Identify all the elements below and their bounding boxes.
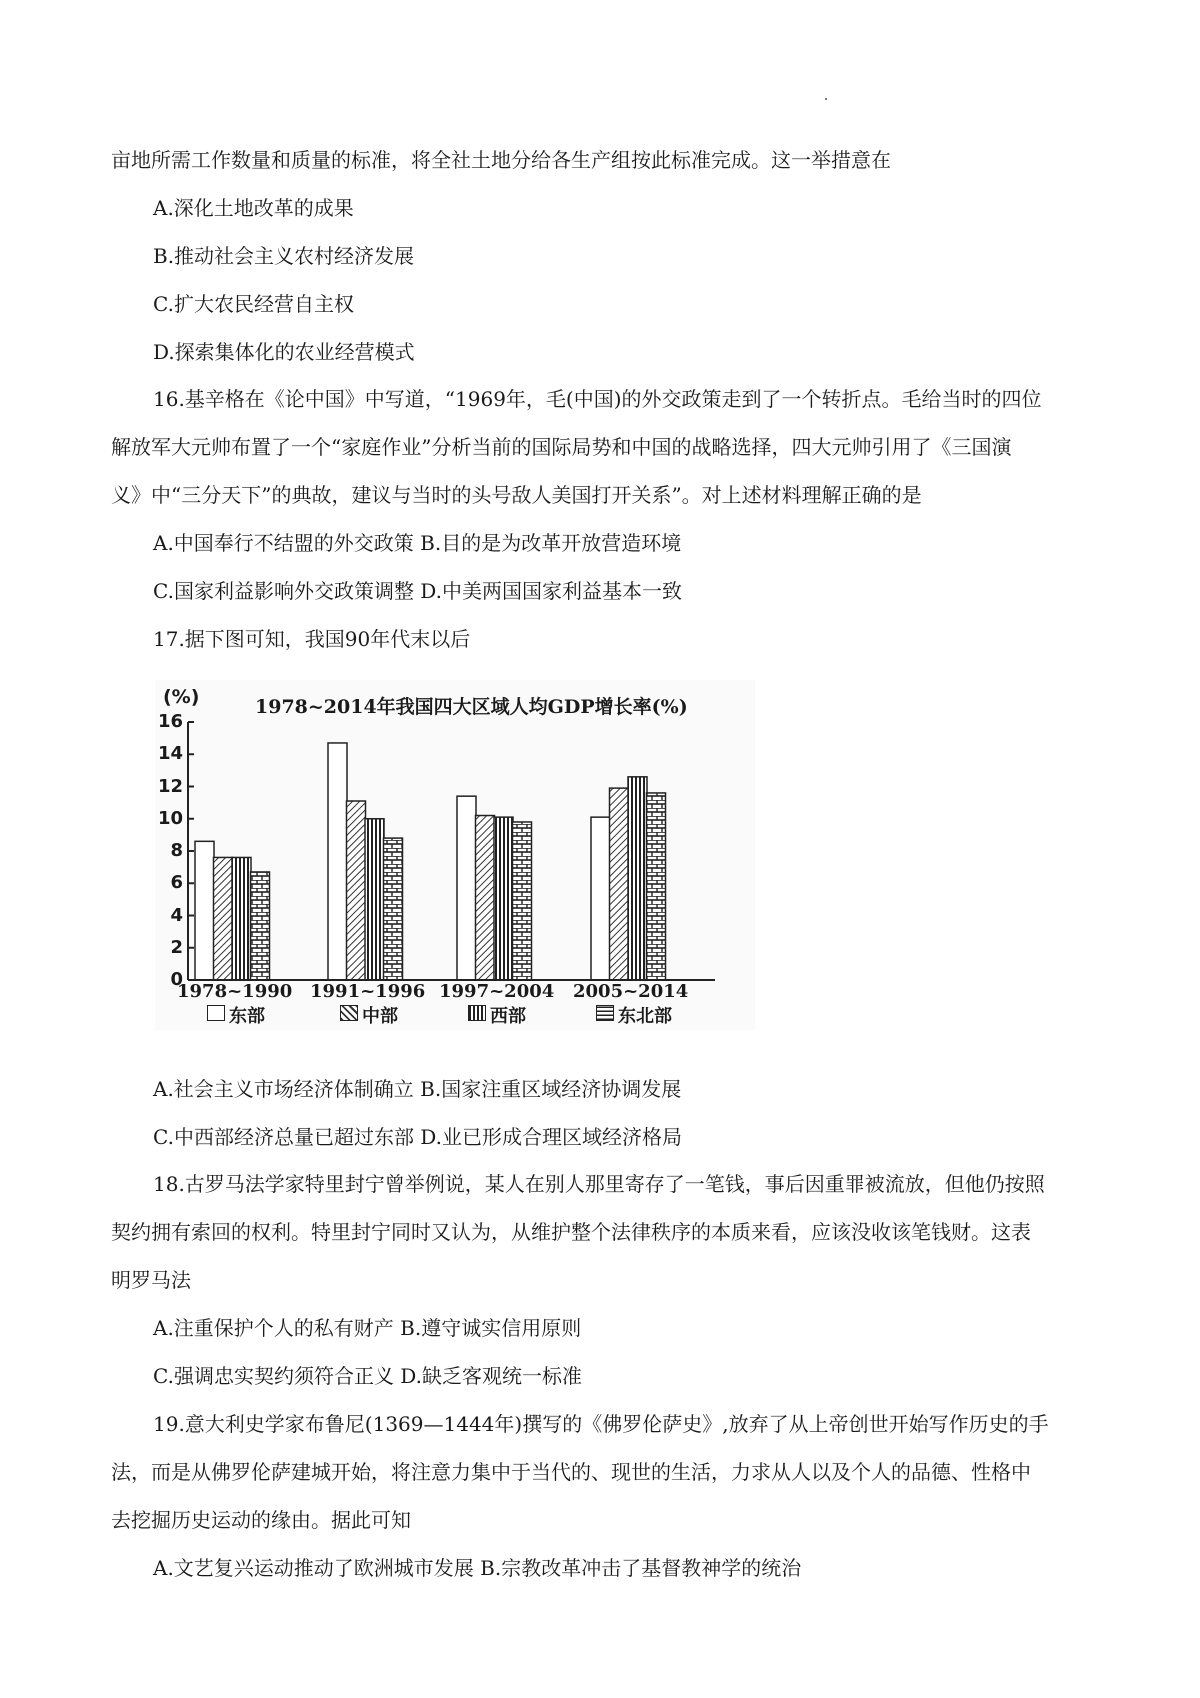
- q16-options-cd: C.国家利益影响外交政策调整 D.中美两国国家利益基本一致: [153, 579, 682, 603]
- bar-东部: [457, 796, 476, 980]
- q17-options-cd: C.中西部经济总量已超过东部 D.业已形成合理区域经济格局: [153, 1125, 682, 1149]
- bar-西部: [232, 857, 251, 980]
- y-tick-label: 6: [170, 872, 183, 894]
- q15-option-d: D.探索集体化的农业经营模式: [153, 340, 415, 364]
- legend-label: 东部: [229, 1006, 265, 1027]
- bar-东北部: [251, 872, 270, 980]
- y-tick-label: 14: [157, 743, 183, 765]
- q17-stem: 17.据下图可知，我国90年代末以后: [153, 627, 471, 651]
- bar-东北部: [513, 822, 532, 980]
- q15-option-a: A.深化土地改革的成果: [153, 196, 354, 220]
- q15-option-c: C.扩大农民经营自主权: [153, 292, 354, 316]
- q16-stem-line-2: 解放军大元帅布置了一个“家庭作业”分析当前的国际局势和中国的战略选择，四大元帅引用了《三国演: [111, 435, 1012, 459]
- x-category-label: 2005~2014: [573, 981, 689, 1002]
- gdp-growth-chart: [155, 680, 755, 1030]
- x-category-label: 1978~1990: [177, 981, 293, 1002]
- q17-options-ab: A.社会主义市场经济体制确立 B.国家注重区域经济协调发展: [153, 1077, 682, 1101]
- q16-options-ab: A.中国奉行不结盟的外交政策 B.目的是为改革开放营造环境: [153, 531, 682, 555]
- scan-dot: [825, 98, 827, 100]
- y-unit-label: (%): [163, 686, 200, 708]
- legend-swatch: [596, 1005, 614, 1021]
- chart-title: 1978~2014年我国四大区域人均GDP增长率(%): [255, 696, 688, 718]
- legend-label: 中部: [362, 1006, 398, 1027]
- bar-东部: [591, 817, 610, 980]
- bar-东北部: [384, 838, 403, 980]
- question-15-stem-tail: 亩地所需工作数量和质量的标准，将全社土地分给各生产组按此标准完成。这一举措意在: [111, 148, 891, 172]
- q19-stem-line-2: 法，而是从佛罗伦萨建城开始，将注意力集中于当代的、现世的生活，力求从人以及个人的品德、性格中: [111, 1460, 1031, 1484]
- legend-label: 西部: [490, 1006, 526, 1027]
- bar-中部: [476, 816, 495, 980]
- x-category-label: 1997~2004: [439, 981, 555, 1002]
- legend-swatch: [340, 1005, 358, 1021]
- legend-swatch: [207, 1005, 225, 1021]
- bar-西部: [628, 777, 647, 980]
- q19-options-ab: A.文艺复兴运动推动了欧洲城市发展 B.宗教改革冲击了基督教神学的统治: [153, 1556, 802, 1580]
- legend-swatch: [468, 1005, 486, 1021]
- q16-stem-line-1: 16.基辛格在《论中国》中写道，“1969年，毛(中国)的外交政策走到了一个转折点。毛给当时的四位: [153, 387, 1042, 411]
- q19-stem-line-1: 19.意大利史学家布鲁尼(1369—1444年)撰写的《佛罗伦萨史》,放弃了从上帝创世开始写作历史的手: [153, 1412, 1049, 1436]
- y-tick-label: 10: [157, 807, 183, 829]
- bar-东部: [195, 841, 214, 980]
- q18-options-ab: A.注重保护个人的私有财产 B.遵守诚实信用原则: [153, 1316, 582, 1340]
- q19-stem-line-3: 去挖掘历史运动的缘由。据此可知: [111, 1508, 411, 1532]
- bar-中部: [214, 857, 233, 980]
- bar-东部: [328, 743, 347, 980]
- q18-stem-line-2: 契约拥有索回的权利。特里封宁同时又认为，从维护整个法律秩序的本质来看，应该没收该笔钱财。这表: [111, 1220, 1031, 1244]
- y-tick-label: 8: [170, 840, 183, 861]
- y-tick-label: 12: [157, 775, 183, 797]
- bar-西部: [365, 819, 384, 980]
- y-tick-label: 2: [170, 936, 183, 958]
- y-tick-label: 4: [170, 904, 183, 926]
- q16-stem-line-3: 义》中“三分天下”的典故，建议与当时的头号敌人美国打开关系”。对上述材料理解正确的是: [111, 483, 922, 507]
- y-tick-label: 0: [170, 969, 183, 990]
- y-tick-label: 16: [157, 711, 183, 732]
- q18-stem-line-1: 18.古罗马法学家特里封宁曾举例说，某人在别人那里寄存了一笔钱，事后因重罪被流放，但他仍按照: [153, 1172, 1045, 1196]
- bar-西部: [494, 817, 513, 980]
- q18-options-cd: C.强调忠实契约须符合正义 D.缺乏客观统一标准: [153, 1364, 582, 1388]
- x-category-label: 1991~1996: [310, 981, 426, 1002]
- bar-中部: [347, 801, 366, 980]
- bar-中部: [610, 788, 629, 980]
- chart-canvas: [155, 680, 755, 1030]
- q18-stem-line-3: 明罗马法: [111, 1268, 191, 1292]
- legend-label: 东北部: [618, 1006, 672, 1027]
- q15-option-b: B.推动社会主义农村经济发展: [153, 244, 415, 268]
- bar-东北部: [647, 793, 666, 980]
